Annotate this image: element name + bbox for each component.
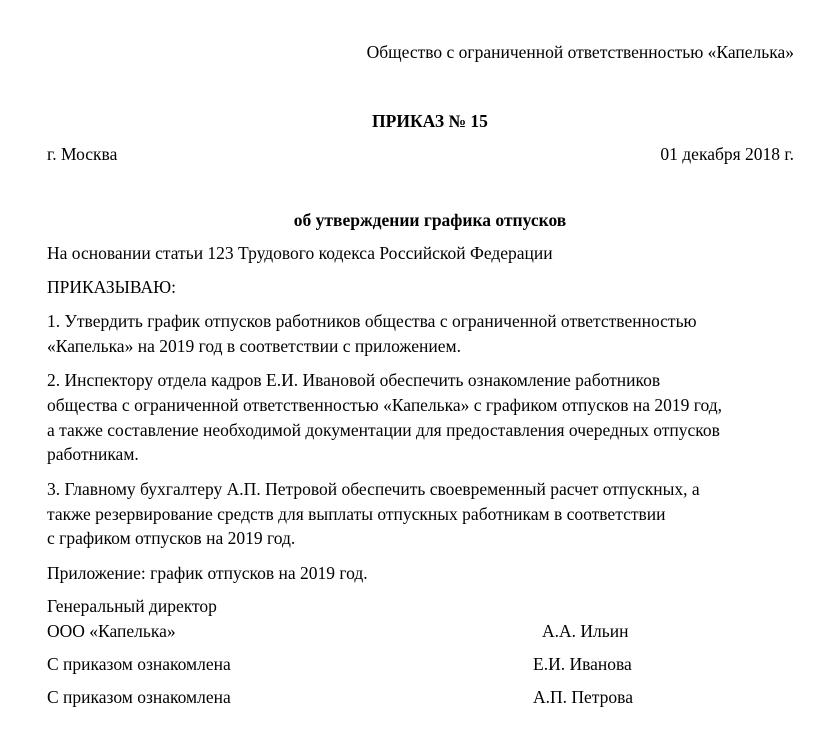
document-date: 01 декабря 2018 г. — [660, 144, 794, 164]
acknowledgement-name: А.П. Петрова — [533, 687, 633, 707]
item-1-line-2: «Капелька» на 2019 год в соответствии с приложением. — [47, 336, 461, 356]
document-subject: об утверждении графика отпусков — [293, 210, 567, 230]
director-name: А.А. Ильин — [542, 621, 629, 641]
item-1-line-1: 1. Утвердить график отпусков работников общества с ограниченной ответственностью — [47, 311, 697, 331]
acknowledgement-label: С приказом ознакомлена — [47, 654, 231, 674]
document-title: ПРИКАЗ № 15 — [372, 111, 488, 131]
item-3-line-3: с графиком отпусков на 2019 год. — [47, 528, 296, 548]
basis-text: На основании статьи 123 Трудового кодекса Российской Федерации — [47, 243, 553, 263]
signer-position: Генеральный директор — [47, 596, 217, 616]
acknowledgement-label: С приказом ознакомлена — [47, 687, 231, 707]
item-2-line-4: работникам. — [47, 444, 139, 464]
signer-company: ООО «Капелька» — [47, 621, 176, 641]
city: г. Москва — [47, 144, 118, 164]
item-3-line-2: также резервирование средств для выплаты отпускных работникам в соответствии — [47, 504, 666, 524]
organization-header: Общество с ограниченной ответственностью «Капелька» — [366, 42, 794, 62]
item-3-line-1: 3. Главному бухгалтеру А.П. Петровой обеспечить своевременный расчет отпускных, а — [47, 479, 700, 499]
acknowledgement-name: Е.И. Иванова — [533, 654, 632, 674]
item-2-line-3: а также составление необходимой документации для предоставления очередных отпусков — [47, 420, 720, 440]
item-2-line-1: 2. Инспектору отдела кадров Е.И. Ивановой обеспечить ознакомление работников — [47, 370, 661, 390]
item-2-line-2: общества с ограниченной ответственностью «Капелька» с графиком отпусков на 2019 год, — [47, 395, 723, 415]
order-word: ПРИКАЗЫВАЮ: — [47, 277, 176, 297]
attachment-note: Приложение: график отпусков на 2019 год. — [47, 563, 368, 583]
